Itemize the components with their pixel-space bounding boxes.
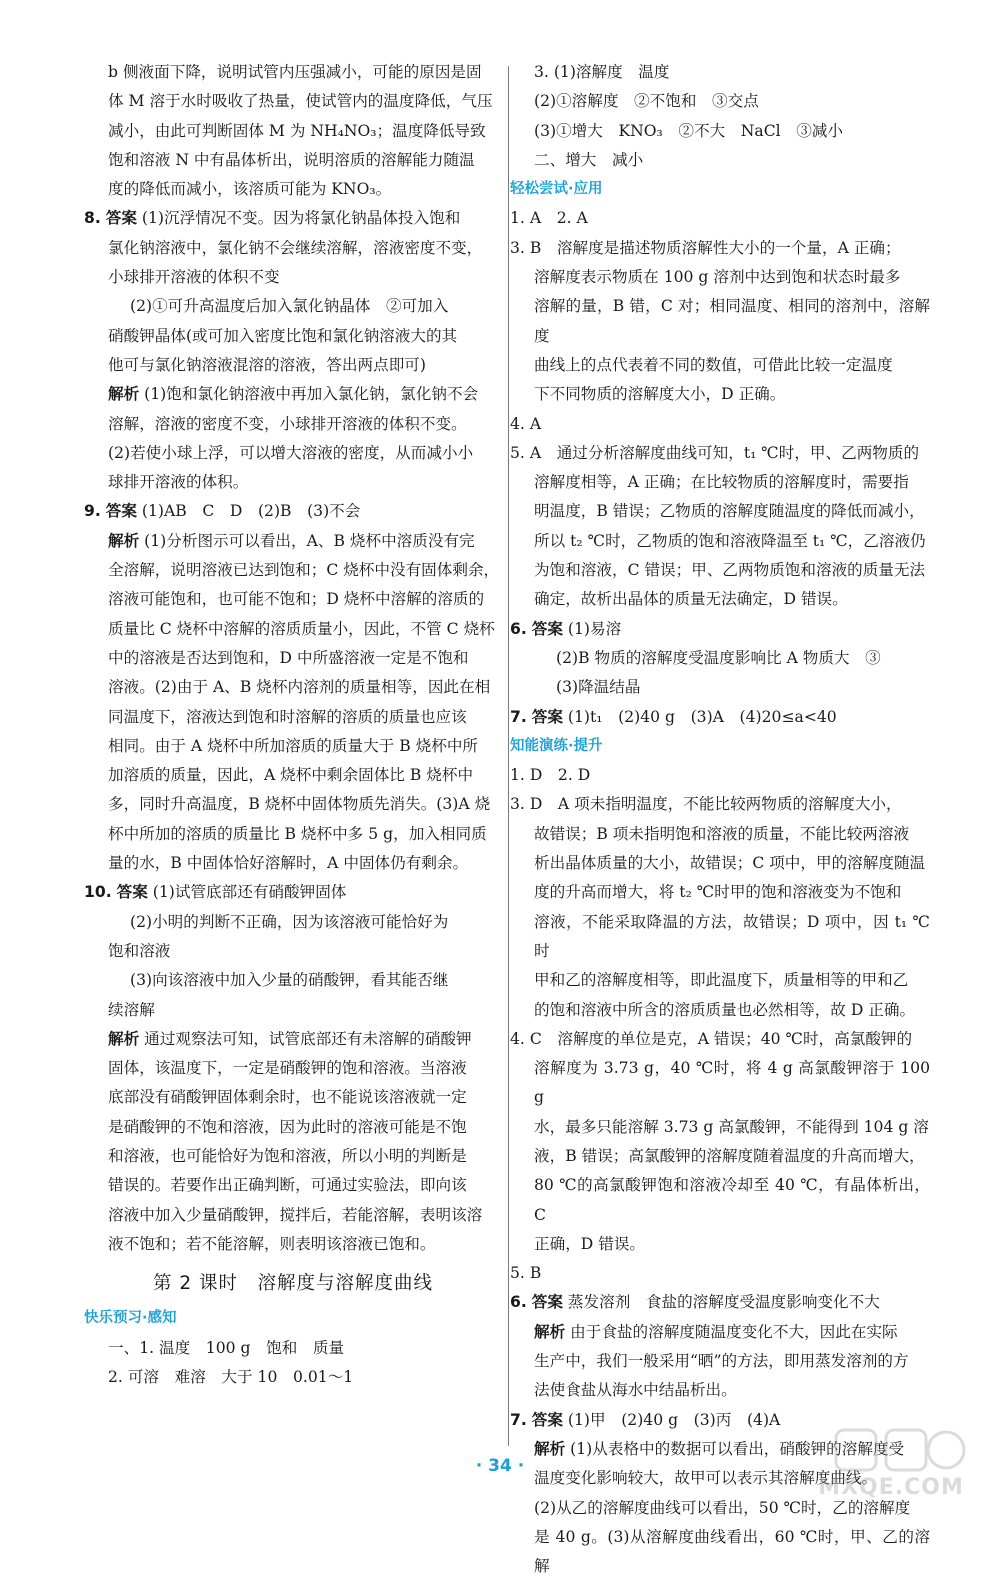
text-line: 度的升高而增大，将 t₂ ℃时甲的饱和溶液变为不饱和 (534, 883, 902, 902)
text-line: 溶解，溶液的密度不变，小球排开溶液的体积不变。 (108, 414, 467, 433)
text-line: 4. A (510, 414, 542, 433)
lesson-title: 第 2 课时 溶解度与溶解度曲线 (152, 1273, 434, 1295)
text-line: 溶解的量，B 错，C 对；相同温度、相同的溶剂中，溶解度 (534, 297, 930, 345)
text-line: 续溶解 (108, 1000, 155, 1019)
text-line: 饱和溶液 N 中有晶体析出，说明溶质的溶解能力随温 (108, 150, 475, 169)
question-6-answer (510, 615, 930, 644)
text-line: 硝酸钾晶体(或可加入密度比饱和氯化钠溶液大的其 (108, 326, 458, 345)
text-line: (2)从乙的溶解度曲线可以看出，50 ℃时，乙的溶解度 (534, 1498, 911, 1517)
text-line: 甲和乙的溶解度相等，即此温度下，质量相等的甲和乙 (534, 971, 909, 990)
text-line: 质量比 C 烧杯中溶解的溶质质量小，因此，不管 C 烧杯 (108, 619, 495, 638)
text-line: 错误的。若要作出正确判断，可通过实验法，即向该 (108, 1176, 467, 1195)
text-line: 析出晶体质量的大小，故错误；C 项中，甲的溶解度随温 (534, 854, 926, 873)
text-line: (3)①增大 KNO₃ ②不大 NaCl ③减小 (534, 121, 843, 140)
text-line: (2)小明的判断不正确，因为该溶液可能恰好为 (130, 912, 449, 931)
text-line: 的饱和溶液中所含的溶质质量也必然相等，故 D 正确。 (534, 1000, 916, 1019)
text-line: 法使食盐从海水中结晶析出。 (534, 1381, 737, 1400)
text-line: 和溶液，也可能恰好为饱和溶液，所以小明的判断是 (108, 1146, 467, 1165)
answer-label: 答案 (531, 1410, 563, 1429)
question-number: 7. (510, 707, 527, 726)
text-line: 5. B (510, 1264, 542, 1283)
text-line: 同温度下，溶液达到饱和时溶解的溶质的质量也应该 (108, 707, 467, 726)
text-line: 溶液中加入少量硝酸钾，搅拌后，若能溶解，表明该溶 (108, 1205, 483, 1224)
text-line: 一、1. 温度 100 g 饱和 质量 (108, 1338, 345, 1357)
question-9-analysis (84, 527, 502, 556)
left-column (84, 58, 502, 1392)
answer-text: (1)甲 (2)40 g (3)丙 (4)A (567, 1410, 781, 1429)
text-line: 3. D A 项未指明温度，不能比较两物质的溶解度大小， (510, 795, 902, 814)
text-line: 底部没有硝酸钾固体剩余时，也不能说该溶液就一定 (108, 1088, 467, 1107)
text-line: 正确，D 错误。 (534, 1234, 646, 1253)
text-line: (2)若使小球上浮，可以增大溶液的密度，从而减小小 (108, 443, 474, 462)
text-line: 温度变化影响较大，故甲可以表示其溶解度曲线。 (534, 1469, 878, 1488)
question-6b-analysis (510, 1318, 930, 1347)
text-line: 溶解度表示物质在 100 g 溶剂中达到饱和状态时最多 (534, 268, 901, 287)
text-line: 4. C 溶解度的单位是克，A 错误；40 ℃时，高氯酸钾的 (510, 1029, 913, 1048)
question-10-analysis (84, 1025, 502, 1054)
text-line: 3. (1)溶解度 温度 (534, 63, 670, 81)
analysis-text: 由于食盐的溶解度随温度变化不大，因此在实际 (570, 1322, 898, 1341)
question-number: 6. (510, 1293, 527, 1312)
text-line: (3)降温结晶 (556, 678, 641, 697)
text-line: (3)向该溶液中加入少量的硝酸钾，看其能否继 (130, 971, 449, 990)
column-divider (508, 66, 509, 1446)
text-line: 水，最多只能溶解 3.73 g 高氯酸钾，不能得到 104 g 溶 (534, 1117, 929, 1136)
answer-label: 答案 (531, 707, 563, 726)
question-number: 10. (84, 883, 112, 902)
text-line: 量的水，B 中固体恰好溶解时，A 中固体仍有剩余。 (108, 854, 469, 873)
text-line: 5. A 通过分析溶解度曲线可知，t₁ ℃时，甲、乙两物质的 (510, 443, 920, 462)
analysis-text: (1)饱和氯化钠溶液中再加入氯化钠，氯化钠不会 (144, 385, 479, 404)
answer-label: 答案 (105, 209, 137, 228)
text-line: 溶液可能饱和，也可能不饱和；D 烧杯中溶解的溶质的 (108, 590, 485, 609)
text-line: 2. 可溶 难溶 大于 10 0.01～1 (108, 1368, 354, 1387)
answer-label: 答案 (116, 883, 148, 902)
text-line: 溶解度相等，A 正确；在比较物质的溶解度时，需要指 (534, 473, 909, 492)
answer-label: 答案 (105, 502, 137, 521)
text-line: 生产中，我们一般采用“晒”的方法，即用蒸发溶剂的方 (534, 1352, 909, 1371)
text-line: 80 ℃的高氯酸钾饱和溶液冷却至 40 ℃，有晶体析出，C (534, 1176, 930, 1224)
text-line: 液，B 错误；高氯酸钾的溶解度随着温度的升高而增大， (534, 1146, 925, 1165)
question-8-answer (84, 204, 502, 233)
answer-text: (1)易溶 (567, 619, 622, 638)
text-line: (2)B 物质的溶解度受温度影响比 A 物质大 ③ (556, 648, 881, 667)
text-line: 是硝酸钾的不饱和溶液，因为此时的溶液可能是不饱 (108, 1117, 467, 1136)
analysis-text: 通过观察法可知，试管底部还有未溶解的硝酸钾 (144, 1029, 472, 1048)
section-heading-practice: 知能演练·提升 (510, 737, 603, 754)
watermark-text: MXQE.COM (818, 1475, 964, 1500)
text-line: 氯化钠溶液中，氯化钠不会继续溶解，溶液密度不变， (108, 238, 483, 257)
question-number: 8. (84, 209, 101, 228)
text-line: 溶液。(2)由于 A、B 烧杯内溶剂的质量相等，因此在相 (108, 678, 491, 697)
text-line: 球排开溶液的体积。 (108, 473, 249, 492)
text-line: 下不同物质的溶解度大小，D 正确。 (534, 385, 786, 404)
analysis-label: 解析 (534, 1439, 566, 1458)
analysis-label: 解析 (108, 1029, 140, 1048)
text-line: 溶液，不能采取降温的方法，故错误；D 项中，因 t₁ ℃时 (534, 912, 930, 960)
text-line: 确定，故析出晶体的质量无法确定，D 错误。 (534, 590, 848, 609)
text-line: 固体，该温度下，一定是硝酸钾的饱和溶液。当溶液 (108, 1059, 467, 1078)
section-heading-preview: 快乐预习·感知 (84, 1310, 177, 1327)
analysis-text: (1)从表格中的数据可以看出，硝酸钾的溶解度受 (570, 1439, 905, 1458)
text-line: 度的降低而减小，该溶质可能为 KNO₃。 (108, 180, 392, 199)
section-heading-try: 轻松尝试·应用 (510, 181, 603, 198)
text-line: 所以 t₂ ℃时，乙物质的饱和溶液降温至 t₁ ℃，乙溶液仍 (534, 531, 926, 550)
text-line: 溶解度为 3.73 g，40 ℃时，将 4 g 高氯酸钾溶于 100 g (534, 1059, 930, 1107)
text-line: 是 40 g。(3)从溶解度曲线看出，60 ℃时，甲、乙的溶解 (534, 1527, 930, 1576)
question-10-answer (84, 878, 502, 907)
answer-label: 答案 (531, 1293, 563, 1312)
question-7-answer (510, 703, 930, 732)
answer-text: (1)AB C D (2)B (3)不会 (141, 502, 361, 521)
analysis-text: (1)分析图示可以看出，A、B 烧杯中溶质没有完 (144, 531, 475, 550)
analysis-label: 解析 (108, 385, 140, 404)
text-line: 多，同时升高温度，B 烧杯中固体物质先消失。(3)A 烧 (108, 795, 491, 814)
text-line: 液不饱和；若不能溶解，则表明该溶液已饱和。 (108, 1234, 436, 1253)
question-6b-answer (510, 1288, 930, 1317)
question-number: 6. (510, 619, 527, 638)
right-column (510, 58, 930, 1581)
watermark-logo (806, 1426, 976, 1500)
text-line: 杯中所加的溶质的质量比 B 烧杯中多 5 g，加入相同质 (108, 824, 487, 843)
text-line: 1. D 2. D (510, 766, 591, 785)
text-line: 他可与氯化钠溶液混溶的溶液，答出两点即可) (108, 355, 426, 374)
text-line: (2)①溶解度 ②不饱和 ③交点 (534, 92, 759, 111)
text-line: 二、增大 减小 (534, 150, 644, 169)
question-9-answer (84, 497, 502, 526)
text-line: 小球排开溶液的体积不变 (108, 268, 280, 287)
answer-text: (1)t₁ (2)40 g (3)A (4)20≤a<40 (567, 707, 837, 726)
analysis-label: 解析 (108, 531, 140, 550)
text-line: 为饱和溶液，C 错误；甲、乙两物质饱和溶液的质量无法 (534, 561, 926, 580)
text-line: 相同。由于 A 烧杯中所加溶质的质量大于 B 烧杯中所 (108, 736, 479, 755)
text-line: 曲线上的点代表着不同的数值，可借此比较一定温度 (534, 355, 893, 374)
page-number: · 34 · (475, 1456, 525, 1476)
text-line: 明温度，B 错误；乙物质的溶解度随温度的降低而减小， (534, 502, 925, 521)
answer-text: (1)沉浮情况不变。因为将氯化钠晶体投入饱和 (141, 209, 461, 228)
watermark-icon (806, 1426, 976, 1476)
text-line: 中的溶液是否达到饱和，D 中所盛溶液一定是不饱和 (108, 648, 469, 667)
analysis-label: 解析 (534, 1322, 566, 1341)
answer-label: 答案 (531, 619, 563, 638)
text-line: 全溶解，说明溶液已达到饱和；C 烧杯中没有固体剩余， (108, 561, 500, 580)
question-number: 9. (84, 502, 101, 521)
text-line: 饱和溶液 (108, 941, 171, 960)
text-line: 加溶质的质量，因此，A 烧杯中剩余固体比 B 烧杯中 (108, 766, 474, 785)
answer-text: (1)试管底部还有硝酸钾固体 (152, 883, 347, 902)
answer-text: 蒸发溶剂 食盐的溶解度受温度影响变化不大 (567, 1293, 880, 1312)
text-line: 1. A 2. A (510, 209, 588, 228)
text-line: 体 M 溶于水时吸收了热量，使试管内的温度降低，气压 (108, 92, 493, 111)
text-line: 减小，由此可判断固体 M 为 NH₄NO₃；温度降低导致 (108, 121, 486, 140)
text-line: (2)①可升高温度后加入氯化钠晶体 ②可加入 (130, 297, 449, 316)
text-line: 故错误；B 项未指明饱和溶液的质量，不能比较两溶液 (534, 824, 910, 843)
text-line: 3. B 溶解度是描述物质溶解性大小的一个量，A 正确； (510, 238, 901, 257)
question-8-analysis (84, 380, 502, 409)
question-number: 7. (510, 1410, 527, 1429)
text-line: b 侧液面下降，说明试管内压强减小，可能的原因是固 (108, 63, 482, 81)
